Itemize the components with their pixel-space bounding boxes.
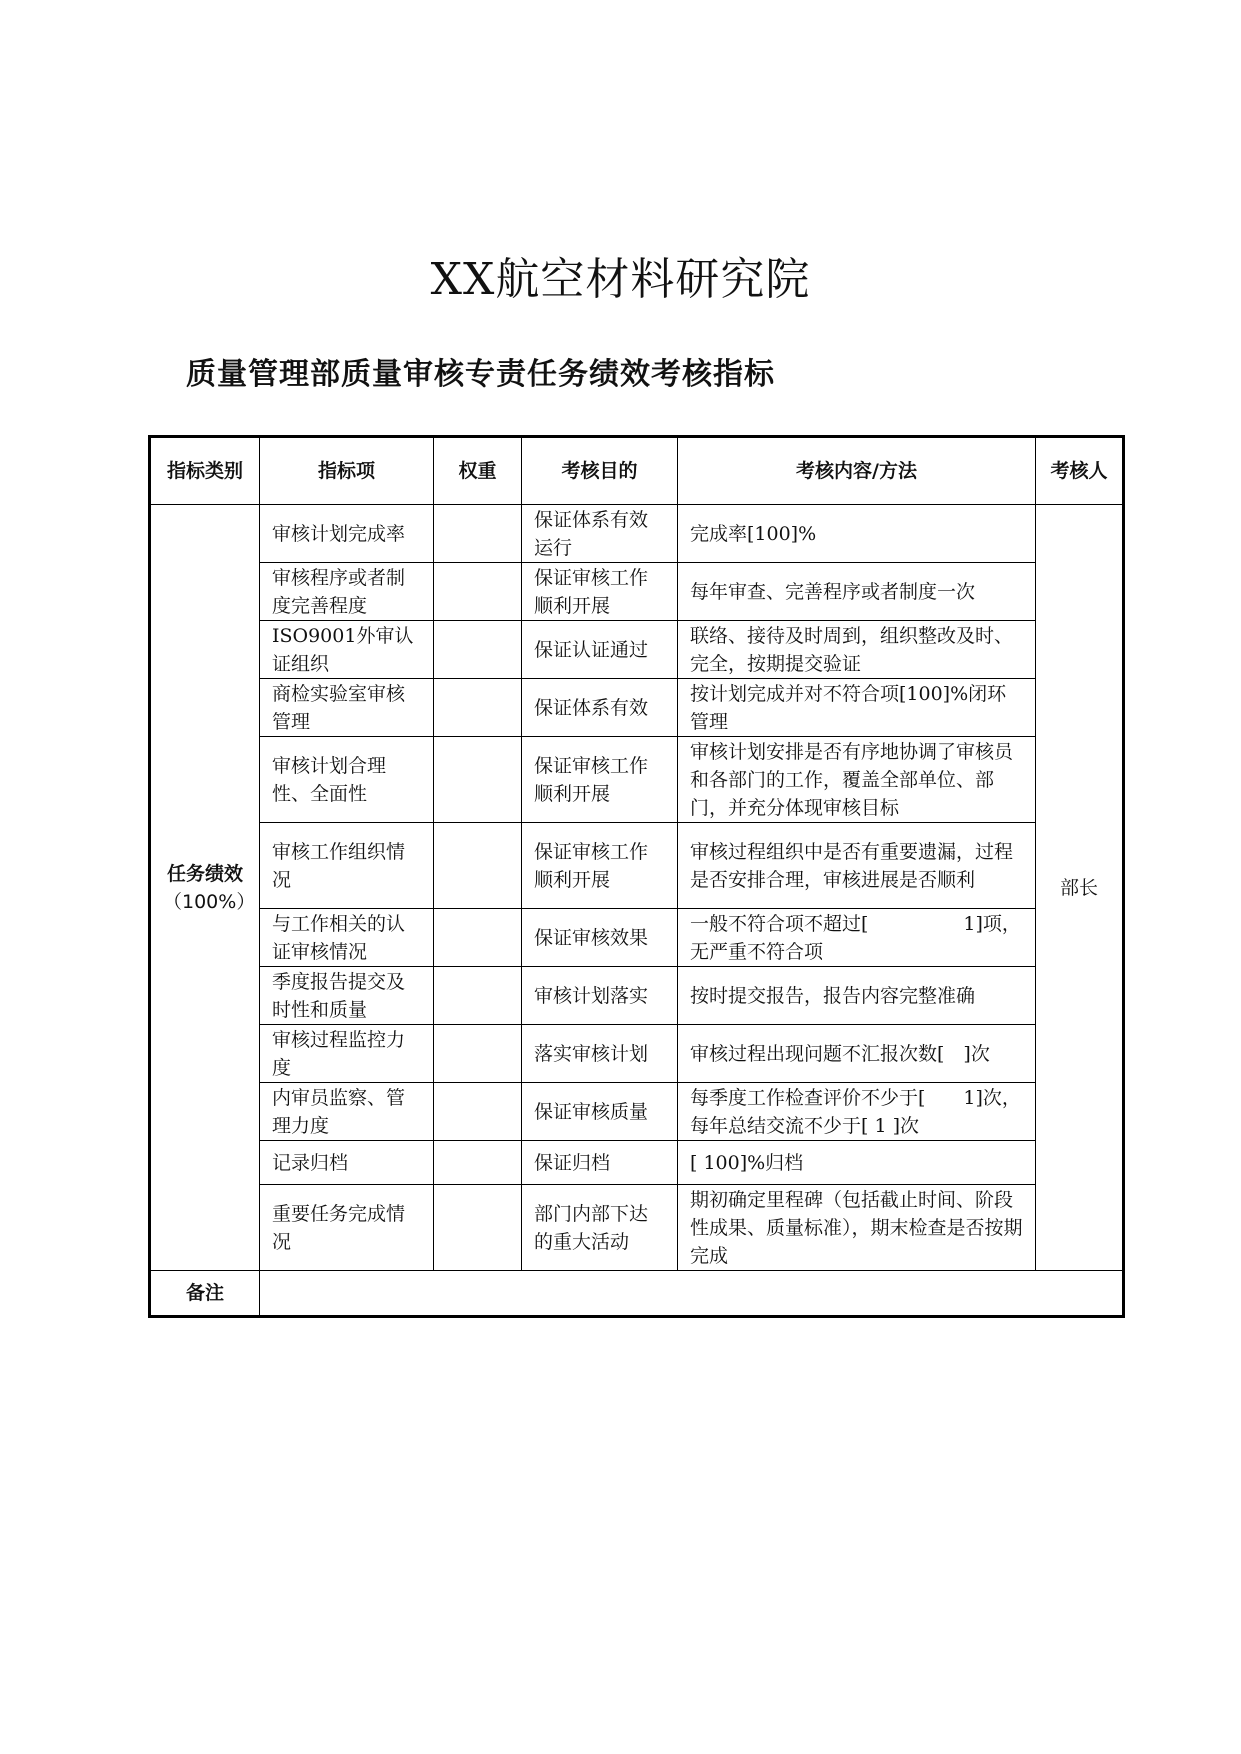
header-purpose: 考核目的	[522, 437, 678, 505]
purpose-text: 保证体系有效运行	[534, 508, 649, 559]
weight-cell	[434, 737, 522, 823]
note-label: 备注	[150, 1271, 260, 1317]
item-cell	[260, 505, 434, 563]
table-row	[150, 1185, 1124, 1271]
method-text: 完成率[100]%	[690, 522, 817, 545]
method-cell	[678, 1141, 1036, 1185]
header-item: 指标项	[260, 437, 434, 505]
purpose-text: 保证体系有效	[534, 696, 649, 719]
method-text: 联络、接待及时周到，组织整改及时、完全，按期提交验证	[690, 624, 1014, 675]
table-row	[150, 621, 1124, 679]
item-cell	[260, 679, 434, 737]
purpose-cell	[522, 679, 678, 737]
method-text: 每年审查、完善程序或者制度一次	[690, 580, 976, 603]
weight-cell	[434, 563, 522, 621]
purpose-cell	[522, 823, 678, 909]
item-cell	[260, 563, 434, 621]
header-weight: 权重	[434, 437, 522, 505]
method-text: 审核计划安排是否有序地协调了审核员和各部门的工作，覆盖全部单位、部门，并充分体现审核目标	[690, 740, 1014, 819]
weight-cell	[434, 1083, 522, 1141]
table-row	[150, 505, 1124, 563]
purpose-cell	[522, 909, 678, 967]
organization-title: XX航空材料研究院	[430, 254, 811, 305]
weight-cell	[434, 505, 522, 563]
method-text: 审核过程出现问题不汇报次数[ ]次	[690, 1042, 990, 1065]
kpi-table	[148, 435, 1125, 1318]
purpose-cell	[522, 737, 678, 823]
table-row	[150, 679, 1124, 737]
note-row	[150, 1271, 1124, 1317]
weight-cell	[434, 1025, 522, 1083]
table-row	[150, 1025, 1124, 1083]
method-cell	[678, 1185, 1036, 1271]
assessor-cell: 部长	[1036, 505, 1124, 1271]
header-method: 考核内容/方法	[678, 437, 1036, 505]
method-cell	[678, 1025, 1036, 1083]
purpose-cell	[522, 967, 678, 1025]
method-cell	[678, 737, 1036, 823]
purpose-text: 保证审核效果	[534, 926, 649, 949]
category-weight: （100%）	[163, 890, 256, 913]
item-cell	[260, 1083, 434, 1141]
header-category: 指标类别	[150, 437, 260, 505]
item-text: 季度报告提交及时性和质量	[272, 970, 406, 1021]
purpose-cell	[522, 505, 678, 563]
purpose-text: 保证审核工作顺利开展	[534, 754, 649, 805]
method-text: 期初确定里程碑（包括截止时间、阶段性成果、质量标准），期末检查是否按期完成	[690, 1188, 1023, 1267]
method-text: 一般不符合项不超过[ 1]项，无严重不符合项	[690, 912, 1021, 963]
purpose-text: 部门内部下达的重大活动	[534, 1202, 649, 1253]
method-cell	[678, 679, 1036, 737]
purpose-cell	[522, 563, 678, 621]
purpose-text: 保证认证通过	[534, 638, 649, 661]
purpose-text: 保证审核质量	[534, 1100, 649, 1123]
item-text: 审核计划合理性、全面性	[272, 754, 387, 805]
method-text: [ 100]%归档	[690, 1151, 804, 1174]
method-cell	[678, 967, 1036, 1025]
method-text: 按计划完成并对不符合项[100]%闭环管理	[690, 682, 1007, 733]
purpose-text: 保证审核工作顺利开展	[534, 566, 649, 617]
method-cell	[678, 909, 1036, 967]
item-cell	[260, 1185, 434, 1271]
weight-cell	[434, 1185, 522, 1271]
item-text: 内审员监察、管理力度	[272, 1086, 406, 1137]
item-text: 审核计划完成率	[272, 522, 406, 545]
method-cell	[678, 505, 1036, 563]
purpose-text: 保证归档	[534, 1151, 611, 1174]
item-text: 记录归档	[272, 1151, 349, 1174]
item-cell	[260, 909, 434, 967]
item-text: ISO9001外审认证组织	[272, 624, 414, 675]
category-cell	[150, 505, 260, 1271]
weight-cell	[434, 621, 522, 679]
purpose-cell	[522, 1141, 678, 1185]
item-cell	[260, 1025, 434, 1083]
purpose-cell	[522, 621, 678, 679]
item-text: 审核过程监控力度	[272, 1028, 406, 1079]
method-text: 每季度工作检查评价不少于[ 1]次，每年总结交流不少于[ 1 ]次	[690, 1086, 1021, 1137]
weight-cell	[434, 967, 522, 1025]
item-cell	[260, 1141, 434, 1185]
purpose-cell	[522, 1083, 678, 1141]
item-text: 审核程序或者制度完善程度	[272, 566, 406, 617]
table-row	[150, 737, 1124, 823]
table-row	[150, 1083, 1124, 1141]
item-cell	[260, 737, 434, 823]
item-cell	[260, 621, 434, 679]
weight-cell	[434, 909, 522, 967]
table-row	[150, 909, 1124, 967]
method-text: 审核过程组织中是否有重要遗漏，过程是否安排合理，审核进展是否顺利	[690, 840, 1014, 891]
category-label: 任务绩效	[166, 862, 243, 885]
purpose-text: 保证审核工作顺利开展	[534, 840, 649, 891]
weight-cell	[434, 679, 522, 737]
item-cell	[260, 967, 434, 1025]
table-row	[150, 967, 1124, 1025]
purpose-text: 审核计划落实	[534, 984, 649, 1007]
method-cell	[678, 563, 1036, 621]
item-text: 商检实验室审核管理	[272, 682, 406, 733]
weight-cell	[434, 823, 522, 909]
method-cell	[678, 621, 1036, 679]
purpose-cell	[522, 1025, 678, 1083]
purpose-cell	[522, 1185, 678, 1271]
table-header-row	[150, 437, 1124, 505]
item-cell	[260, 823, 434, 909]
header-assessor: 考核人	[1036, 437, 1124, 505]
method-cell	[678, 823, 1036, 909]
table-row	[150, 1141, 1124, 1185]
method-text: 按时提交报告，报告内容完整准确	[690, 984, 976, 1007]
document-title: 质量管理部质量审核专责任务绩效考核指标	[186, 357, 775, 392]
note-value	[260, 1271, 1124, 1317]
weight-cell	[434, 1141, 522, 1185]
table-row	[150, 823, 1124, 909]
table-row	[150, 563, 1124, 621]
item-text: 重要任务完成情况	[272, 1202, 406, 1253]
item-text: 与工作相关的认证审核情况	[272, 912, 406, 963]
item-text: 审核工作组织情况	[272, 840, 406, 891]
purpose-text: 落实审核计划	[534, 1042, 649, 1065]
method-cell	[678, 1083, 1036, 1141]
